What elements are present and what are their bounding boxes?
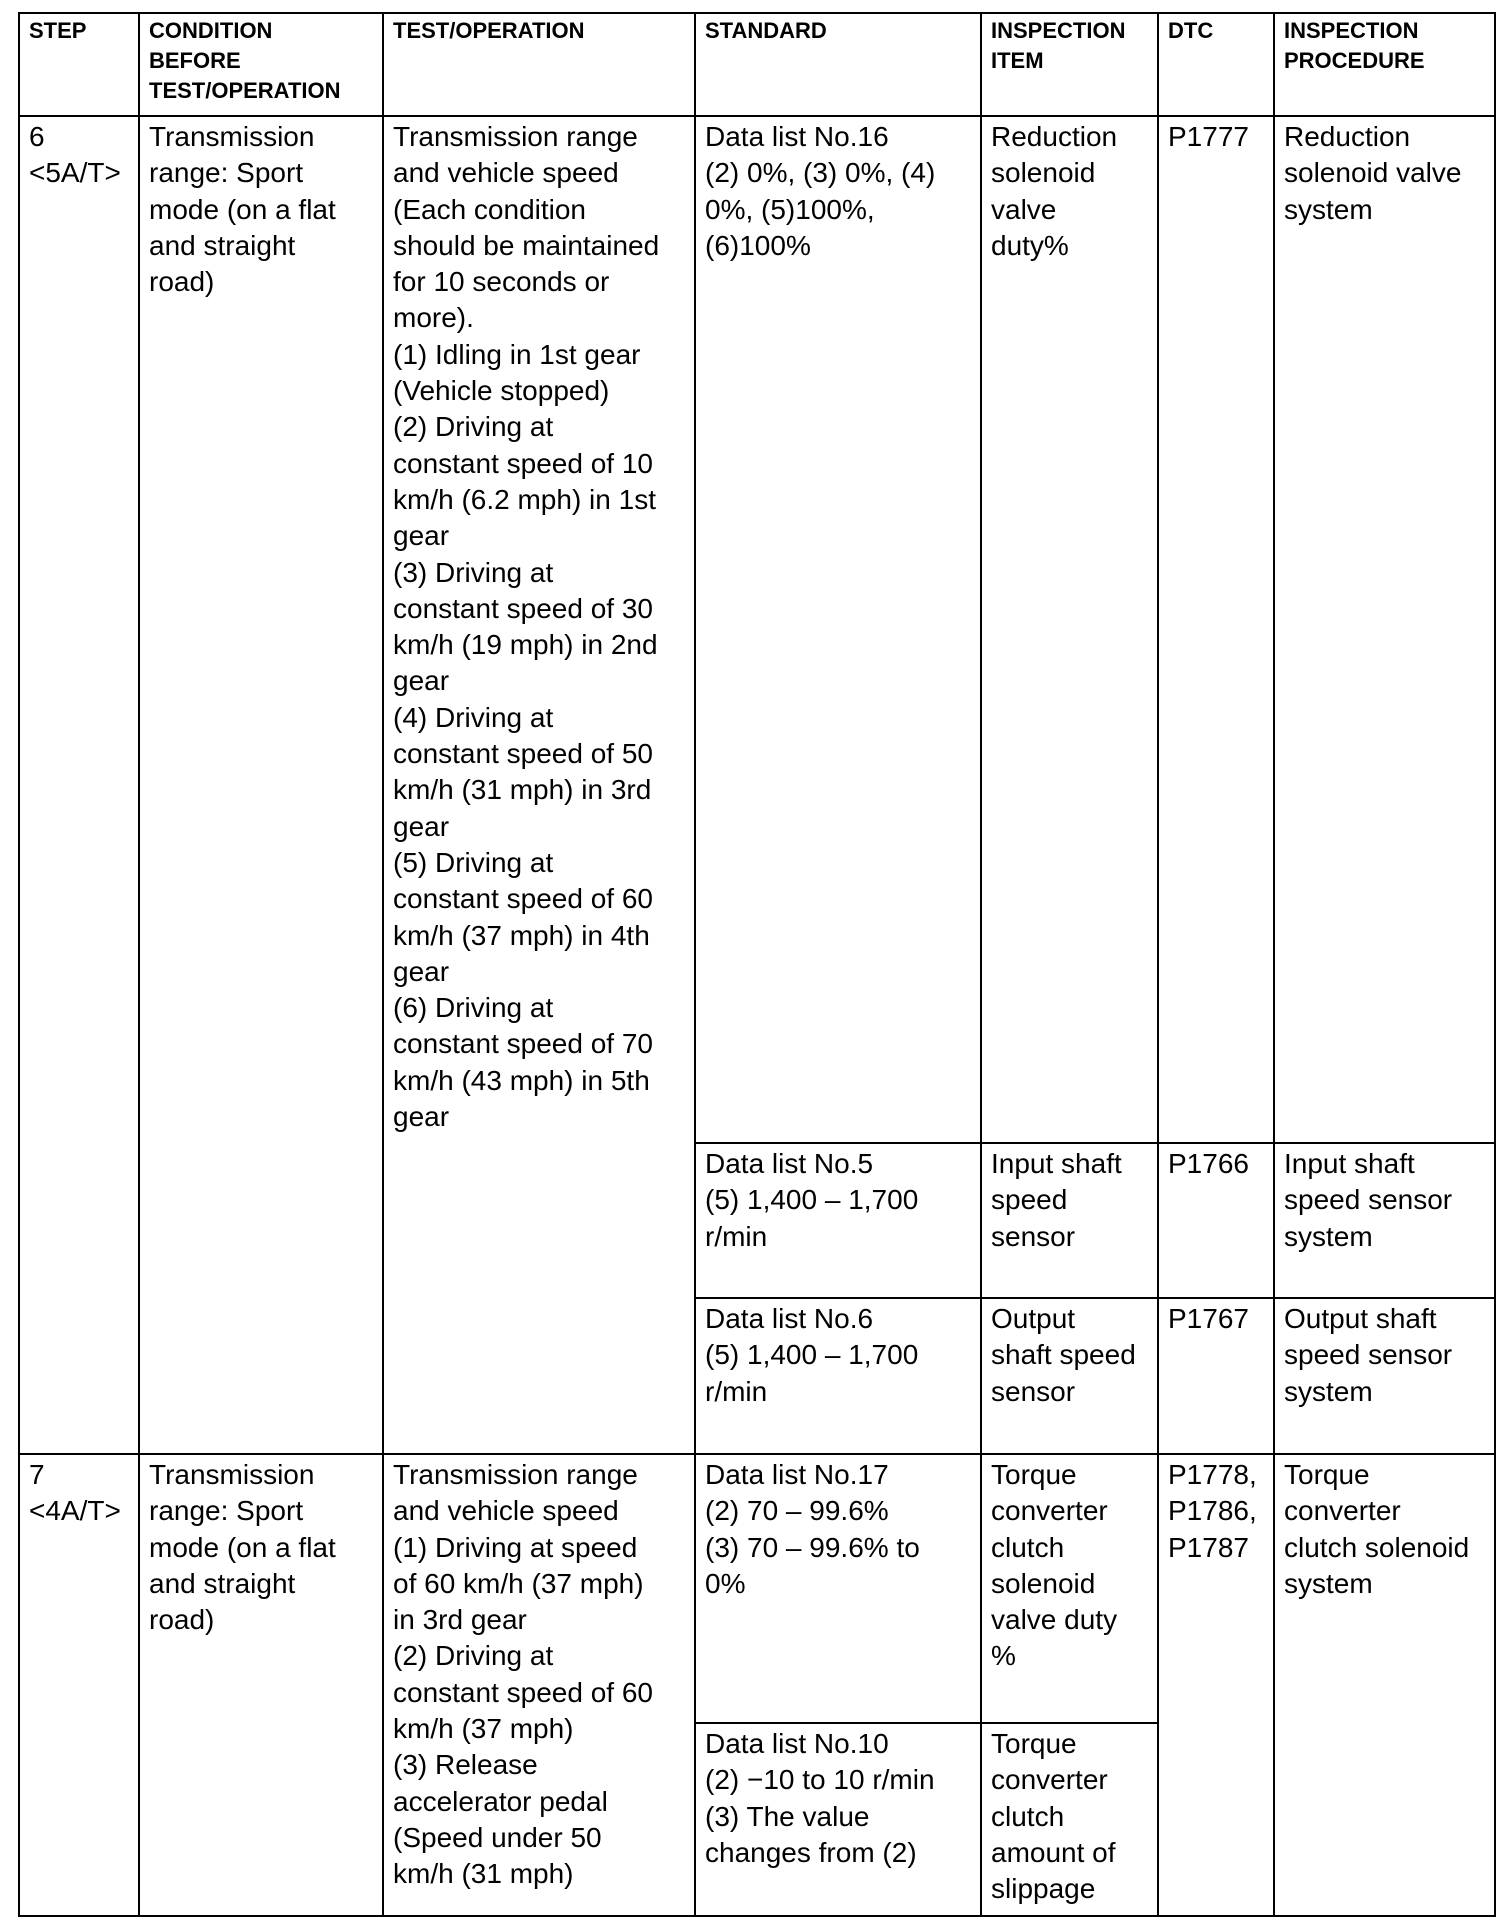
cell-text-line: DTC	[1168, 18, 1214, 43]
cell-text-line: 0%	[705, 1567, 746, 1599]
cell-text-line: STANDARD	[705, 18, 827, 43]
cell-text-line: accelerator pedal	[393, 1785, 608, 1817]
cell-text-line: clutch	[991, 1531, 1065, 1563]
cell-text-line: P1778,	[1168, 1459, 1257, 1490]
cell-text-line: PROCEDURE	[1284, 48, 1425, 73]
cell-text-line: gear	[393, 665, 450, 697]
table-row	[19, 1454, 1495, 1723]
cell-text-line: converter	[991, 1495, 1108, 1527]
cell-text-line: constant speed of 70	[393, 1028, 653, 1060]
cell-text-line: P1787	[1168, 1531, 1249, 1563]
cell-text-line: slippage	[991, 1873, 1096, 1905]
cell-text-line: clutch	[991, 1800, 1065, 1832]
cell-text-line: Reduction	[991, 121, 1118, 152]
cell-text-line: Data list No.6	[705, 1303, 874, 1334]
inspection-procedure-cell	[1274, 1298, 1495, 1454]
cell-text-line: mode (on a flat	[149, 193, 336, 225]
cell-text-line: speed	[991, 1184, 1068, 1216]
inspection-item-cell	[981, 116, 1158, 1143]
cell-text-line: r/min	[705, 1375, 768, 1407]
cell-text-line: INSPECTION	[991, 18, 1126, 43]
cell-text-line: Torque	[991, 1459, 1077, 1490]
cell-text-line: r/min	[705, 1220, 768, 1252]
header-inspection-procedure	[1274, 13, 1495, 116]
cell-text-line: Torque	[1284, 1459, 1370, 1490]
cell-text-line: of 60 km/h (37 mph)	[393, 1567, 644, 1599]
cell-text-line: and vehicle speed	[393, 1495, 619, 1527]
cell-text-line: should be maintained	[393, 229, 660, 261]
cell-text-line: system	[1284, 193, 1373, 225]
cell-text-line: in 3rd gear	[393, 1604, 527, 1636]
cell-text-line: Input shaft	[1284, 1148, 1415, 1179]
cell-text-line: (Vehicle stopped)	[393, 375, 610, 407]
cell-text-line: (3) Driving at	[393, 556, 554, 588]
standard-cell	[695, 116, 981, 1143]
cell-text-line: km/h (6.2 mph) in 1st	[393, 483, 656, 515]
dtc-cell	[1158, 1454, 1274, 1916]
cell-text-line: shaft speed	[991, 1339, 1136, 1371]
cell-text-line: duty%	[991, 229, 1069, 261]
cell-text-line: sensor	[991, 1220, 1076, 1252]
cell-text-line: BEFORE	[149, 48, 241, 73]
cell-text-line: <4A/T>	[29, 1495, 121, 1527]
header-step	[19, 13, 139, 116]
cell-text-line: and vehicle speed	[393, 157, 619, 189]
cell-text-line: P1786,	[1168, 1495, 1257, 1527]
cell-text-line: solenoid valve	[1284, 157, 1462, 189]
dtc-cell	[1158, 1298, 1274, 1454]
cell-text-line: clutch solenoid	[1284, 1531, 1470, 1563]
cell-text-line: INSPECTION	[1284, 18, 1419, 43]
cell-text-line: km/h (19 mph) in 2nd	[393, 629, 658, 661]
cell-text-line: system	[1284, 1375, 1373, 1407]
header-row	[19, 13, 1495, 116]
header-standard	[695, 13, 981, 116]
cell-text-line: converter	[991, 1764, 1108, 1796]
cell-text-line: system	[1284, 1567, 1373, 1599]
cell-text-line: valve	[991, 193, 1057, 225]
table-row	[19, 116, 1495, 1143]
inspection-item-cell	[981, 1454, 1158, 1723]
cell-text-line: sensor	[991, 1375, 1076, 1407]
test-operation-cell	[383, 1454, 695, 1916]
cell-text-line: converter	[1284, 1495, 1401, 1527]
cell-text-line: gear	[393, 955, 450, 987]
cell-text-line: (2) −10 to 10 r/min	[705, 1764, 935, 1796]
condition-cell	[139, 116, 383, 1454]
cell-text-line: km/h (37 mph) in 4th	[393, 919, 650, 951]
cell-text-line: Transmission range	[393, 121, 638, 152]
cell-text-line: km/h (31 mph) in 3rd	[393, 774, 652, 806]
cell-text-line: mode (on a flat	[149, 1531, 336, 1563]
cell-text-line: Transmission	[149, 1459, 315, 1490]
header-test-operation	[383, 13, 695, 116]
cell-text-line: km/h (31 mph)	[393, 1858, 574, 1890]
cell-text-line: Reduction	[1284, 121, 1411, 152]
test-operation-cell	[383, 116, 695, 1454]
cell-text-line: (1) Driving at speed	[393, 1531, 638, 1563]
cell-text-line: constant speed of 60	[393, 1676, 653, 1708]
cell-text-line: changes from (2)	[705, 1836, 917, 1868]
cell-text-line: Output	[991, 1303, 1076, 1334]
cell-text-line: (Speed under 50	[393, 1821, 602, 1853]
cell-text-line: (2) 0%, (3) 0%, (4)	[705, 157, 936, 189]
cell-text-line: for 10 seconds or	[393, 266, 610, 298]
cell-text-line: P1767	[1168, 1303, 1249, 1334]
cell-text-line: (3) The value	[705, 1800, 870, 1832]
cell-text-line: P1777	[1168, 121, 1249, 152]
cell-text-line: (2) 70 – 99.6%	[705, 1495, 889, 1527]
cell-text-line: TEST/OPERATION	[393, 18, 585, 43]
cell-text-line: amount of	[991, 1836, 1116, 1868]
cell-text-line: range: Sport	[149, 1495, 304, 1527]
inspection-item-cell	[981, 1723, 1158, 1916]
cell-text-line: constant speed of 30	[393, 592, 653, 624]
cell-text-line: ITEM	[991, 48, 1044, 73]
cell-text-line: (3) 70 – 99.6% to	[705, 1531, 920, 1563]
cell-text-line: (2) Driving at	[393, 1640, 554, 1672]
cell-text-line: range: Sport	[149, 157, 304, 189]
cell-text-line: km/h (43 mph) in 5th	[393, 1064, 650, 1096]
cell-text-line: and straight	[149, 1567, 296, 1599]
cell-text-line: 0%, (5)100%,	[705, 193, 875, 225]
cell-text-line: and straight	[149, 229, 296, 261]
cell-text-line: (3) Release	[393, 1749, 538, 1781]
cell-text-line: (6)100%	[705, 229, 811, 261]
cell-text-line: 6	[29, 121, 45, 152]
cell-text-line: Input shaft	[991, 1148, 1122, 1179]
condition-cell	[139, 1454, 383, 1916]
step-cell	[19, 1454, 139, 1916]
cell-text-line: constant speed of 60	[393, 883, 653, 915]
cell-text-line: constant speed of 10	[393, 447, 653, 479]
cell-text-line: speed sensor	[1284, 1184, 1453, 1216]
inspection-procedure-cell	[1274, 1454, 1495, 1916]
cell-text-line: Data list No.17	[705, 1459, 889, 1490]
cell-text-line: %	[991, 1640, 1016, 1672]
cell-text-line: (6) Driving at	[393, 992, 554, 1024]
cell-text-line: system	[1284, 1220, 1373, 1252]
header-dtc	[1158, 13, 1274, 116]
inspection-procedure-cell	[1274, 116, 1495, 1143]
cell-text-line: (2) Driving at	[393, 411, 554, 443]
cell-text-line: TEST/OPERATION	[149, 78, 341, 103]
cell-text-line: road)	[149, 266, 215, 298]
step-cell	[19, 116, 139, 1454]
cell-text-line: gear	[393, 810, 450, 842]
cell-text-line: (5) Driving at	[393, 846, 554, 878]
cell-text-line: Data list No.16	[705, 121, 889, 152]
cell-text-line: gear	[393, 1101, 450, 1133]
cell-text-line: Data list No.10	[705, 1728, 889, 1759]
cell-text-line: Torque	[991, 1728, 1077, 1759]
cell-text-line: more).	[393, 302, 474, 334]
header-condition	[139, 13, 383, 116]
standard-cell	[695, 1298, 981, 1454]
cell-text-line: Transmission	[149, 121, 315, 152]
cell-text-line: constant speed of 50	[393, 738, 653, 770]
standard-cell	[695, 1723, 981, 1916]
cell-text-line: road)	[149, 1604, 215, 1636]
cell-text-line: P1766	[1168, 1148, 1249, 1179]
inspection-item-cell	[981, 1143, 1158, 1298]
cell-text-line: (5) 1,400 – 1,700	[705, 1184, 919, 1216]
cell-text-line: 7	[29, 1459, 45, 1490]
dtc-cell	[1158, 116, 1274, 1143]
cell-text-line: speed sensor	[1284, 1339, 1453, 1371]
cell-text-line: valve duty	[991, 1604, 1118, 1636]
dtc-cell	[1158, 1143, 1274, 1298]
standard-cell	[695, 1143, 981, 1298]
inspection-table	[18, 12, 1496, 1917]
cell-text-line: CONDITION	[149, 18, 273, 43]
header-inspection-item	[981, 13, 1158, 116]
inspection-procedure-cell	[1274, 1143, 1495, 1298]
cell-text-line: solenoid	[991, 157, 1096, 189]
cell-text-line: solenoid	[991, 1567, 1096, 1599]
cell-text-line: (5) 1,400 – 1,700	[705, 1339, 919, 1371]
cell-text-line: (4) Driving at	[393, 701, 554, 733]
cell-text-line: Output shaft	[1284, 1303, 1437, 1334]
cell-text-line: km/h (37 mph)	[393, 1713, 574, 1745]
cell-text-line: (1) Idling in 1st gear	[393, 338, 641, 370]
standard-cell	[695, 1454, 981, 1723]
cell-text-line: Data list No.5	[705, 1148, 874, 1179]
inspection-item-cell	[981, 1298, 1158, 1454]
cell-text-line: gear	[393, 520, 450, 552]
cell-text-line: Transmission range	[393, 1459, 638, 1490]
cell-text-line: (Each condition	[393, 193, 587, 225]
cell-text-line: STEP	[29, 18, 87, 43]
cell-text-line: <5A/T>	[29, 157, 121, 189]
